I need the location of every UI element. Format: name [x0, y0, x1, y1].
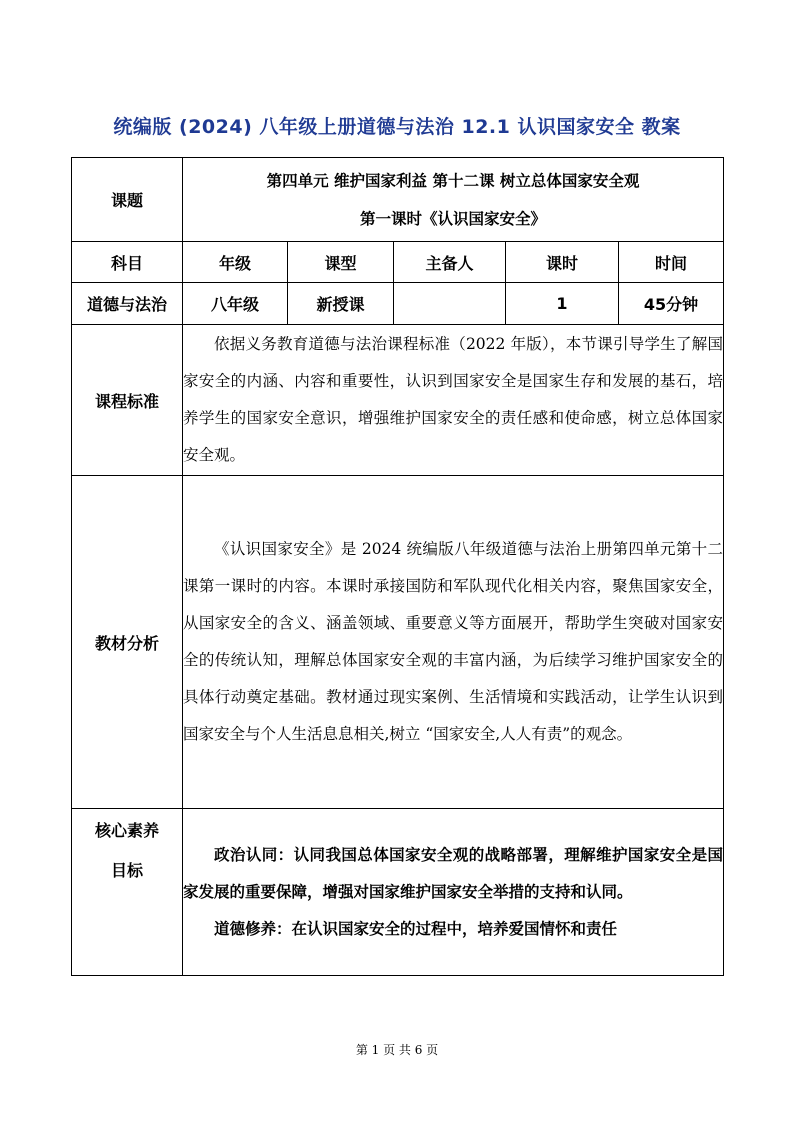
- info-grade: 八年级: [183, 283, 288, 325]
- goal-political-identity: 政治认同：认同我国总体国家安全观的战略部署，理解维护国家安全是国家发展的重要保障，增强对国家维护国家安全举措的支持和认同。: [183, 845, 724, 901]
- lesson-plan-table: [71, 157, 724, 976]
- curriculum-row: [72, 325, 724, 476]
- goals-label: [72, 809, 183, 976]
- goals-row: [72, 809, 724, 976]
- document-title: 统编版 (2024) 八年级上册道德与法治 12.1 认识国家安全 教案: [113, 116, 681, 138]
- info-periods: 1: [506, 283, 619, 325]
- goal-moral-cultivation: 道德修养：在认识国家安全的过程中，培养爱国情怀和责任: [214, 919, 618, 938]
- analysis-label: 教材分析: [72, 476, 183, 809]
- header-time: 时间: [619, 242, 724, 283]
- info-type: 新授课: [288, 283, 394, 325]
- topic-line-1: 第四单元 维护国家利益 第十二课 树立总体国家安全观: [266, 171, 640, 190]
- header-grade: 年级: [183, 242, 288, 283]
- topic-row: [72, 158, 724, 242]
- curriculum-label: 课程标准: [72, 325, 183, 476]
- header-subject: 科目: [72, 242, 183, 283]
- page-footer: 第 1 页 共 6 页: [355, 1043, 439, 1057]
- info-preparer: [394, 283, 506, 325]
- info-subject: 道德与法治: [72, 283, 183, 325]
- analysis-text: 《认识国家安全》是 2024 统编版八年级道德与法治上册第四单元第十二课第一课时的内容。本课时承接国防和军队现代化相关内容，聚焦国家安全，从国家安全的含义、涵盖领域、重要意义等方面展开，帮助学生突破对国家安全的传统认知，理解总体国家安全观的丰富内涵，为后续学习维护国家安全的具体行动奠定基础。教材通过现实案例、生活情境和实践活动，让学生认识到国家安全与个人生活息息相关,树立 “国家安全,人人有责”的观念。: [183, 476, 724, 809]
- header-periods: 课时: [506, 242, 619, 283]
- topic-line-2: 第一课时《认识国家安全》: [360, 209, 547, 228]
- topic-cell: [183, 158, 724, 242]
- analysis-row: [72, 476, 724, 809]
- info-row: [72, 283, 724, 325]
- goals-text: [183, 809, 724, 976]
- curriculum-text: 依据义务教育道德与法治课程标准（2022 年版），本节课引导学生了解国家安全的内涵、内容和重要性，认识到国家安全是国家生存和发展的基石，培养学生的国家安全意识，增强维护国家安全的责任感和使命感，树立总体国家安全观。: [183, 325, 724, 476]
- header-preparer: 主备人: [394, 242, 506, 283]
- info-time: 45分钟: [619, 283, 724, 325]
- goals-label-line-2: 目标: [110, 861, 143, 880]
- goals-label-line-1: 核心素养: [94, 821, 159, 840]
- topic-label: 课题: [72, 158, 183, 242]
- header-row: [72, 242, 724, 283]
- header-type: 课型: [288, 242, 394, 283]
